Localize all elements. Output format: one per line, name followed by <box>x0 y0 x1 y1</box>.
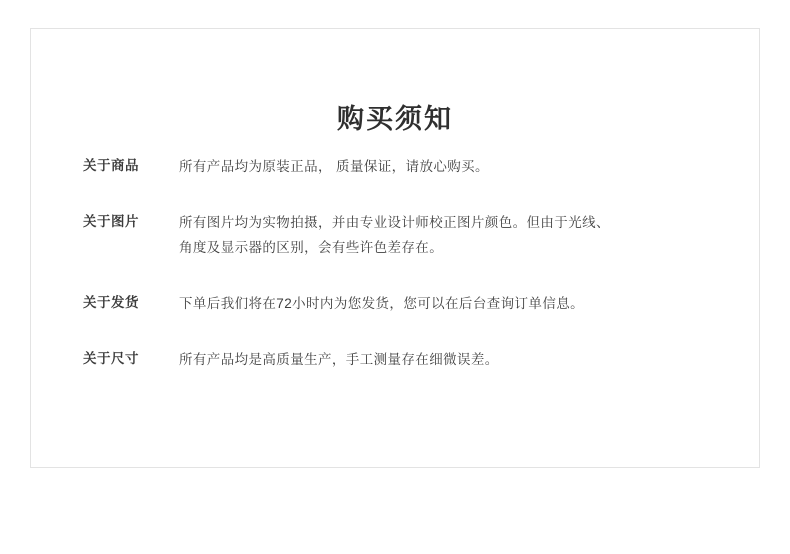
notice-item-text: 下单后我们将在72小时内为您发货，您可以在后台查询订单信息。 <box>179 296 585 311</box>
notice-item-label: 关于图片 <box>83 214 139 229</box>
notice-item-label: 关于发货 <box>83 295 139 310</box>
notice-item-text: 所有产品均为原装正品， 质量保证，请放心购买。 <box>179 159 489 174</box>
notice-item-label: 关于尺寸 <box>83 351 139 366</box>
notice-frame <box>30 28 760 468</box>
notice-item-text: 所有图片均为实物拍摄，并由专业设计师校正图片颜色。但由于光线、角度及显示器的区别，会有些许色差存在。 <box>179 215 610 255</box>
page-title: 购买须知 <box>337 104 453 134</box>
notice-item-label: 关于商品 <box>83 158 139 173</box>
list-item <box>83 291 723 316</box>
notice-list <box>83 154 723 403</box>
list-item <box>83 210 723 260</box>
notice-item-text: 所有产品均是高质量生产，手工测量存在细微误差。 <box>179 352 499 367</box>
list-item <box>83 154 723 179</box>
list-item <box>83 347 723 372</box>
